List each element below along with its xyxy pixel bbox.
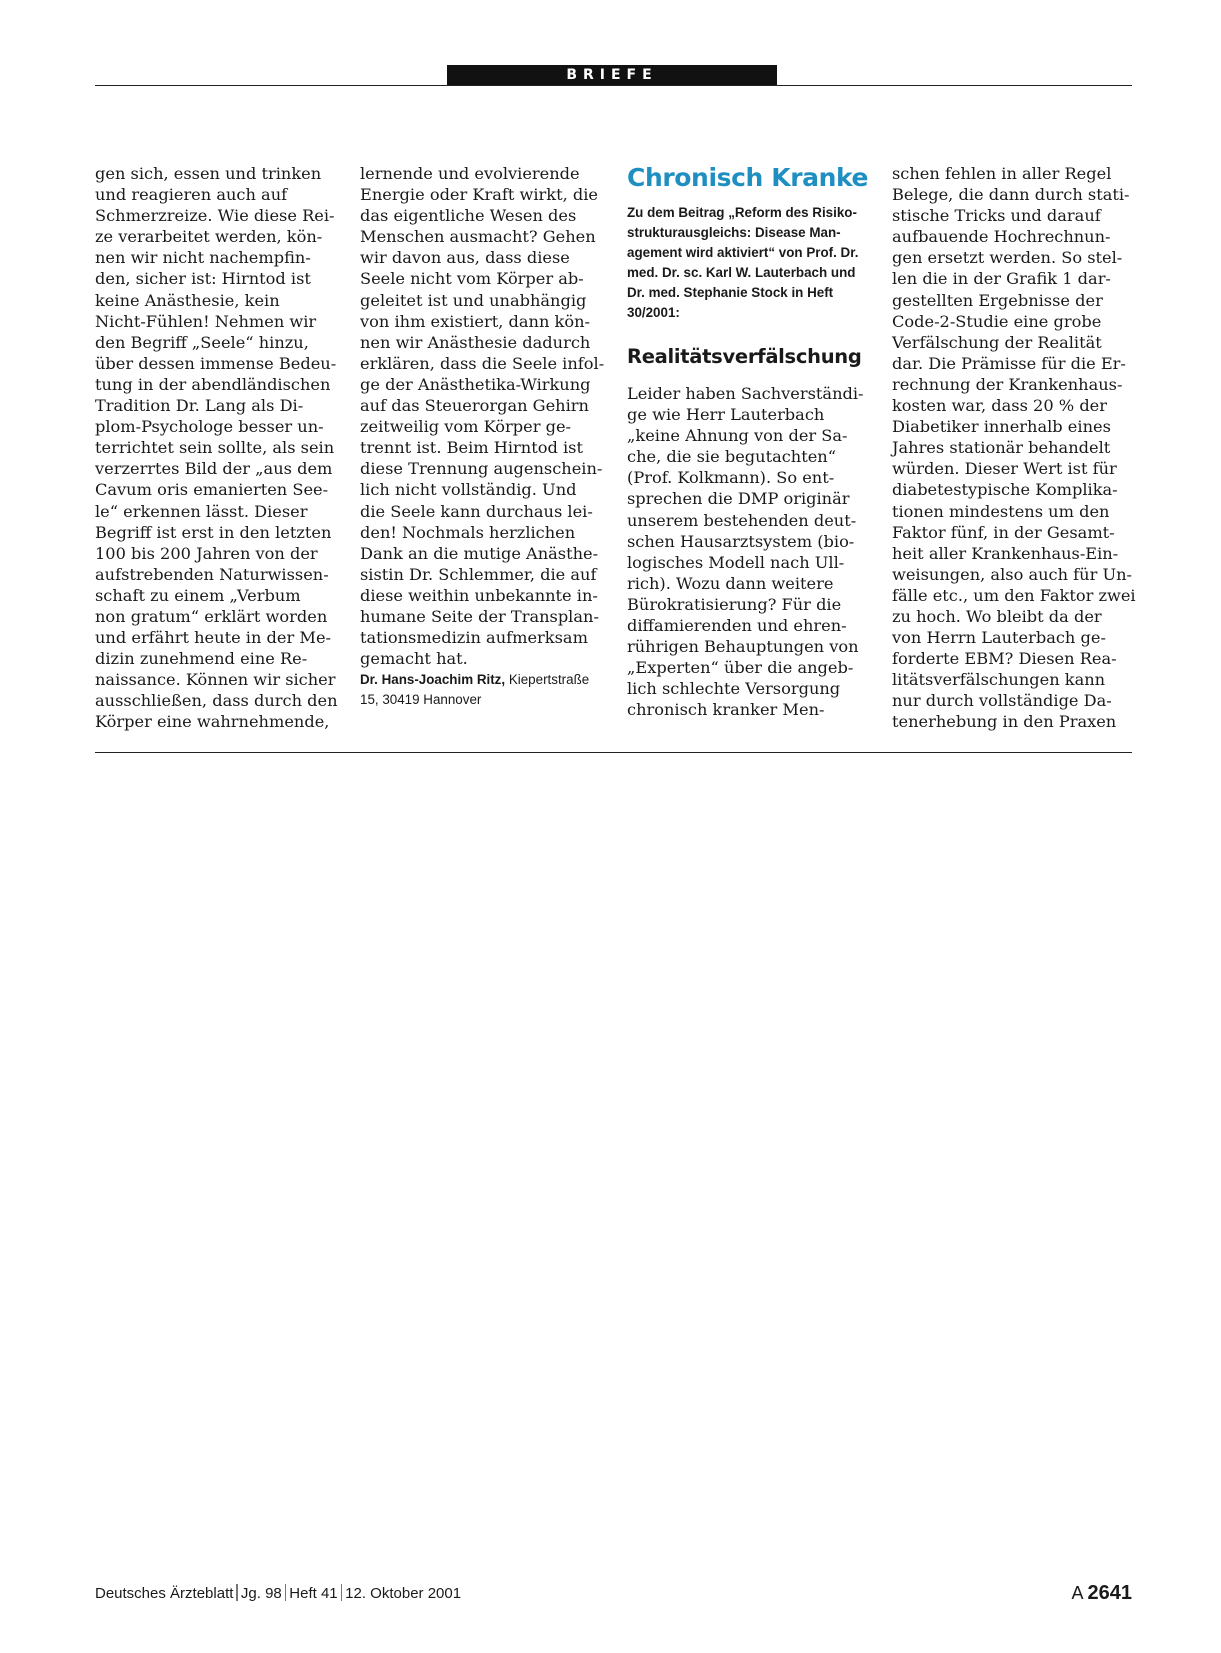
text-line: rührigen Behauptungen von bbox=[627, 637, 859, 657]
letter-signature bbox=[360, 670, 595, 710]
text-line: von Herrn Lauterbach ge- bbox=[892, 628, 1106, 648]
text-line: Verfälschung der Realität bbox=[892, 332, 1102, 352]
text-line: diabetestypische Komplika- bbox=[892, 480, 1118, 500]
text-line: terrichtet sein sollte, als sein bbox=[95, 438, 335, 458]
text-line: Begriff ist erst in den letzten bbox=[95, 522, 332, 542]
text-line: rechnung der Krankenhaus- bbox=[892, 374, 1123, 394]
section-label: BRIEFE bbox=[447, 65, 777, 85]
article-column-4 bbox=[892, 163, 1136, 733]
text-line: gemacht hat. bbox=[360, 649, 468, 669]
text-line: Körper eine wahrnehmende, bbox=[95, 712, 330, 732]
text-line: non gratum“ erklärt worden bbox=[95, 606, 328, 626]
text-line: naissance. Können wir sicher bbox=[95, 670, 336, 690]
text-line: zeitweilig vom Körper ge- bbox=[360, 417, 572, 437]
text-line: humane Seite der Transplan- bbox=[360, 606, 599, 626]
text-line: Nicht-Fühlen! Nehmen wir bbox=[95, 311, 317, 331]
text-line: le“ erkennen lässt. Dieser bbox=[95, 501, 308, 521]
text-line: tationsmedizin aufmerksam bbox=[360, 628, 588, 648]
text-line: und reagieren auch auf bbox=[95, 185, 288, 205]
text-line: keine Anästhesie, kein bbox=[95, 290, 280, 310]
text-line: diese Trennung augenschein- bbox=[360, 459, 603, 479]
text-line: wir davon aus, dass diese bbox=[360, 248, 570, 268]
text-line: Menschen ausmacht? Gehen bbox=[360, 227, 596, 247]
text-line: Code-2-Studie eine grobe bbox=[892, 311, 1102, 331]
journal-date: 12. Oktober 2001 bbox=[345, 1585, 462, 1602]
text-line: von ihm existiert, dann kön- bbox=[360, 311, 591, 331]
text-line: len die in der Grafik 1 dar- bbox=[892, 269, 1111, 289]
header-rule bbox=[95, 85, 1132, 86]
text-line: nur durch vollständige Da- bbox=[892, 691, 1112, 711]
text-line: Diabetiker innerhalb eines bbox=[892, 417, 1111, 437]
text-line: Dank an die mutige Anästhe- bbox=[360, 543, 599, 563]
text-line: schaft zu einem „Verbum bbox=[95, 585, 301, 605]
text-line: ausschließen, dass durch den bbox=[95, 691, 338, 711]
text-line: lernende und evolvierende bbox=[360, 164, 580, 183]
text-line: Belege, die dann durch stati- bbox=[892, 185, 1130, 205]
text-line: strukturausgleichs: Disease Man- bbox=[627, 225, 841, 240]
text-line: Bürokratisierung? Für die bbox=[627, 594, 842, 614]
signature-address-2: 15, 30419 Hannover bbox=[360, 692, 482, 708]
text-line: verzerrtes Bild der „aus dem bbox=[95, 459, 333, 479]
text-line: dar. Die Prämisse für die Er- bbox=[892, 353, 1126, 373]
text-line: Leider haben Sachverständi- bbox=[627, 384, 864, 403]
article-column-1 bbox=[95, 163, 338, 733]
text-line: den, sicher ist: Hirntod ist bbox=[95, 269, 311, 289]
text-line: geleitet ist und unabhängig bbox=[360, 290, 587, 310]
text-line: Schmerzreize. Wie diese Rei- bbox=[95, 206, 335, 226]
text-line: Zu dem Beitrag „Reform des Risiko- bbox=[627, 205, 857, 220]
text-line: sistin Dr. Schlemmer, die auf bbox=[360, 564, 597, 584]
text-line: dizin zunehmend eine Re- bbox=[95, 649, 308, 669]
footer-separator bbox=[341, 1584, 343, 1601]
text-line: diese weithin unbekannte in- bbox=[360, 585, 598, 605]
text-line: weisungen, also auch für Un- bbox=[892, 564, 1133, 584]
text-line: würden. Dieser Wert ist für bbox=[892, 459, 1117, 479]
text-line: gen sich, essen und trinken bbox=[95, 164, 322, 183]
column-2-text bbox=[360, 163, 605, 669]
text-line: gestellten Ergebnisse der bbox=[892, 290, 1103, 310]
journal-issue: Heft 41 bbox=[289, 1585, 338, 1602]
text-line: forderte EBM? Diesen Rea- bbox=[892, 649, 1117, 669]
text-line: über dessen immense Bedeu- bbox=[95, 353, 337, 373]
article-intro bbox=[627, 203, 862, 323]
text-line: den Begriff „Seele“ hinzu, bbox=[95, 332, 309, 352]
text-line: plom-Psychologe besser un- bbox=[95, 417, 324, 437]
page-number-value: 2641 bbox=[1087, 1582, 1132, 1604]
text-line: med. Dr. sc. Karl W. Lauterbach und bbox=[627, 265, 856, 280]
text-line: 100 bis 200 Jahren von der bbox=[95, 543, 318, 563]
text-line: die Seele kann durchaus lei- bbox=[360, 501, 593, 521]
text-line: „Experten“ über die angeb- bbox=[627, 658, 854, 678]
text-line: und erfährt heute in der Me- bbox=[95, 628, 331, 648]
article-column-3 bbox=[627, 163, 869, 721]
text-line: sprechen die DMP originär bbox=[627, 489, 850, 509]
journal-name: Deutsches Ärzteblatt bbox=[95, 1585, 234, 1602]
text-line: Tradition Dr. Lang als Di- bbox=[95, 396, 304, 416]
column-3-text bbox=[627, 383, 862, 721]
text-line: unserem bestehenden deut- bbox=[627, 510, 857, 530]
text-line: Energie oder Kraft wirkt, die bbox=[360, 185, 599, 205]
text-line: (Prof. Kolkmann). So ent- bbox=[627, 468, 835, 488]
text-line: erklären, dass die Seele infol- bbox=[360, 353, 605, 373]
journal-volume: Jg. 98 bbox=[240, 1585, 282, 1602]
text-line: tenerhebung in den Praxen bbox=[892, 712, 1117, 732]
text-line: lich nicht vollständig. Und bbox=[360, 480, 577, 500]
letter-subheading: Realitätsverfälschung bbox=[627, 345, 862, 368]
text-line: kosten war, dass 20 % der bbox=[892, 396, 1107, 416]
footer-separator bbox=[285, 1584, 287, 1601]
text-line: gen ersetzt werden. So stel- bbox=[892, 248, 1123, 268]
footer-separator bbox=[236, 1584, 238, 1601]
text-line: litätsverfälschungen kann bbox=[892, 670, 1106, 690]
article-column-2 bbox=[360, 163, 605, 710]
text-line: aufbauende Hochrechnun- bbox=[892, 227, 1111, 247]
text-line: Cavum oris emanierten See- bbox=[95, 480, 329, 500]
text-line: tung in der abendländischen bbox=[95, 374, 331, 394]
page-number bbox=[1071, 1581, 1132, 1607]
text-line: 30/2001: bbox=[627, 305, 680, 320]
text-line: das eigentliche Wesen des bbox=[360, 206, 577, 226]
text-line: rich). Wozu dann weitere bbox=[627, 573, 834, 593]
text-line: ze verarbeitet werden, kön- bbox=[95, 227, 323, 247]
text-line: „keine Ahnung von der Sa- bbox=[627, 426, 848, 446]
text-line: aufstrebenden Naturwissen- bbox=[95, 564, 329, 584]
bottom-rule bbox=[95, 752, 1132, 753]
text-line: agement wird aktiviert“ von Prof. Dr. bbox=[627, 245, 859, 260]
text-line: che, die sie begutachten“ bbox=[627, 447, 836, 467]
article-headline: Chronisch Kranke bbox=[627, 163, 869, 192]
text-line: diffamierenden und ehren- bbox=[627, 616, 847, 636]
text-line: Seele nicht vom Körper ab- bbox=[360, 269, 584, 289]
text-line: heit aller Krankenhaus-Ein- bbox=[892, 543, 1119, 563]
text-line: logisches Modell nach Ull- bbox=[627, 552, 845, 572]
text-line: Dr. med. Stephanie Stock in Heft bbox=[627, 285, 834, 300]
signature-name: Dr. Hans-Joachim Ritz, bbox=[360, 672, 506, 688]
text-line: ge der Anästhetika-Wirkung bbox=[360, 374, 591, 394]
text-line: nen wir Anästhesie dadurch bbox=[360, 332, 591, 352]
text-line: schen fehlen in aller Regel bbox=[892, 164, 1112, 183]
text-line: schen Hausarztsystem (bio- bbox=[627, 531, 855, 551]
text-line: stische Tricks und darauf bbox=[892, 206, 1101, 226]
text-line: zu hoch. Wo bleibt da der bbox=[892, 606, 1102, 626]
text-line: lich schlechte Versorgung bbox=[627, 679, 841, 699]
text-line: chronisch kranker Men- bbox=[627, 700, 825, 720]
text-line: auf das Steuerorgan Gehirn bbox=[360, 396, 589, 416]
text-line: Jahres stationär behandelt bbox=[892, 438, 1111, 458]
text-line: fälle etc., um den Faktor zwei bbox=[892, 585, 1136, 605]
text-line: nen wir nicht nachempfin- bbox=[95, 248, 311, 268]
signature-address-1: Kiepertstraße bbox=[505, 672, 590, 688]
footer-citation bbox=[95, 1584, 461, 1604]
text-line: ge wie Herr Lauterbach bbox=[627, 405, 825, 425]
page-prefix: A bbox=[1071, 1583, 1084, 1603]
text-line: tionen mindestens um den bbox=[892, 501, 1110, 521]
text-line: Faktor fünf, in der Gesamt- bbox=[892, 522, 1115, 542]
text-line: trennt ist. Beim Hirntod ist bbox=[360, 438, 583, 458]
text-line: den! Nochmals herzlichen bbox=[360, 522, 576, 542]
